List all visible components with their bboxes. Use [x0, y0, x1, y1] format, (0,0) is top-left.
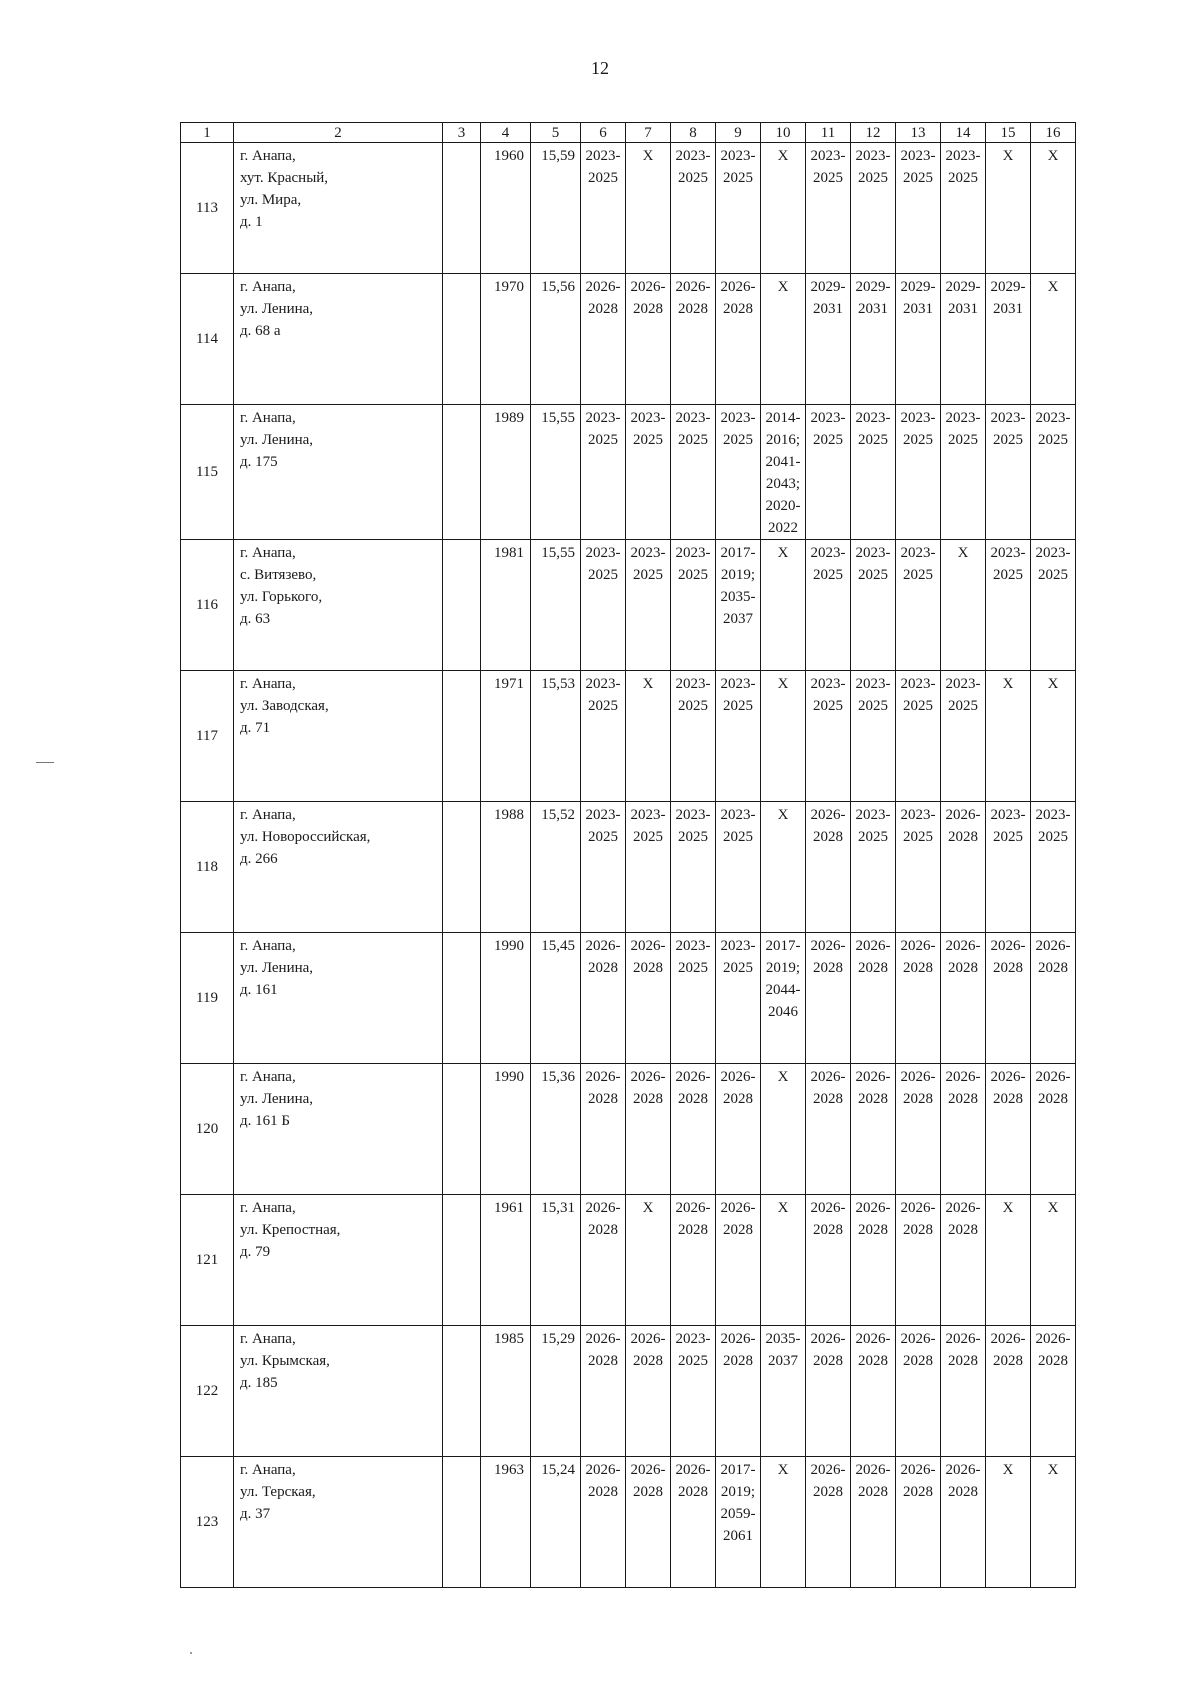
period-cell-col6: 2026-2028 — [581, 933, 626, 1064]
period-cell-col8: 2023-2025 — [671, 405, 716, 540]
address-cell — [234, 1326, 443, 1457]
period-cell-col8: 2026-2028 — [671, 274, 716, 405]
column-header-3: 3 — [443, 123, 481, 143]
period-cell-col15: X — [986, 143, 1031, 274]
address-line: ул. Крепостная, — [240, 1222, 341, 1238]
col3-cell — [443, 1195, 481, 1326]
period-cell-col8: 2023-2025 — [671, 143, 716, 274]
col3-cell — [443, 933, 481, 1064]
period-cell-col13: 2029-2031 — [896, 274, 941, 405]
period-cell-col8: 2023-2025 — [671, 1326, 716, 1457]
period-cell-col7: 2026-2028 — [626, 274, 671, 405]
page-number: 12 — [591, 58, 609, 78]
period-cell-col14: 2026-2028 — [941, 1326, 986, 1457]
table-row — [181, 540, 1076, 671]
year-built-cell: 1985 — [481, 1326, 531, 1457]
period-cell-col12: 2026-2028 — [851, 1457, 896, 1588]
period-cell-col8: 2023-2025 — [671, 802, 716, 933]
period-cell-col7: 2026-2028 — [626, 1064, 671, 1195]
period-cell-col15: 2023-2025 — [986, 802, 1031, 933]
year-built-cell: 1961 — [481, 1195, 531, 1326]
period-cell-col15: 2026-2028 — [986, 933, 1031, 1064]
year-built-cell: 1960 — [481, 143, 531, 274]
year-built-cell: 1981 — [481, 540, 531, 671]
address-line: с. Витязево, — [240, 567, 317, 583]
table-row — [181, 405, 1076, 540]
col3-cell — [443, 143, 481, 274]
address-line: ул. Ленина, — [240, 1091, 314, 1107]
period-cell-col13: 2023-2025 — [896, 405, 941, 540]
period-cell-col6: 2023-2025 — [581, 143, 626, 274]
period-cell-col13: 2026-2028 — [896, 1326, 941, 1457]
score-cell: 15,29 — [531, 1326, 581, 1457]
table-row — [181, 1064, 1076, 1195]
year-built-cell: 1970 — [481, 274, 531, 405]
period-cell-col14: 2026-2028 — [941, 802, 986, 933]
period-cell-col10: 2035-2037 — [761, 1326, 806, 1457]
period-cell-col12: 2026-2028 — [851, 933, 896, 1064]
period-cell-col8: 2026-2028 — [671, 1195, 716, 1326]
col3-cell — [443, 671, 481, 802]
period-cell-col7: 2023-2025 — [626, 540, 671, 671]
score-cell: 15,45 — [531, 933, 581, 1064]
period-cell-col9: 2023-2025 — [716, 143, 761, 274]
address-line: г. Анапа, — [240, 1069, 296, 1085]
table-row — [181, 143, 1076, 274]
address-line: г. Анапа, — [240, 148, 296, 164]
period-cell-col6: 2026-2028 — [581, 274, 626, 405]
col3-cell — [443, 1326, 481, 1457]
column-header-9: 9 — [716, 123, 761, 143]
address-cell — [234, 405, 443, 540]
period-cell-col7: 2023-2025 — [626, 405, 671, 540]
score-cell: 15,56 — [531, 274, 581, 405]
period-cell-col12: 2023-2025 — [851, 802, 896, 933]
column-header-8: 8 — [671, 123, 716, 143]
period-cell-col9: 2023-2025 — [716, 671, 761, 802]
period-cell-col11: 2026-2028 — [806, 933, 851, 1064]
period-cell-col11: 2023-2025 — [806, 405, 851, 540]
housing-repair-schedule-table — [180, 122, 1076, 1588]
period-cell-col6: 2023-2025 — [581, 540, 626, 671]
period-cell-col14: 2026-2028 — [941, 1457, 986, 1588]
address-line: д. 266 — [240, 851, 278, 867]
address-line: ул. Заводская, — [240, 698, 329, 714]
period-cell-col12: 2026-2028 — [851, 1326, 896, 1457]
period-cell-col10: X — [761, 671, 806, 802]
address-line: г. Анапа, — [240, 1331, 296, 1347]
period-cell-col6: 2026-2028 — [581, 1195, 626, 1326]
period-cell-col11: 2023-2025 — [806, 143, 851, 274]
period-cell-col16: X — [1031, 143, 1076, 274]
period-cell-col8: 2026-2028 — [671, 1457, 716, 1588]
period-cell-col16: X — [1031, 1457, 1076, 1588]
score-cell: 15,55 — [531, 405, 581, 540]
address-cell — [234, 1064, 443, 1195]
address-line: д. 79 — [240, 1244, 271, 1260]
row-number: 121 — [181, 1195, 234, 1326]
period-cell-col9: 2017-2019; 2059-2061 — [716, 1457, 761, 1588]
address-line: г. Анапа, — [240, 1462, 296, 1478]
score-cell: 15,59 — [531, 143, 581, 274]
margin-mark — [36, 762, 54, 763]
period-cell-col6: 2026-2028 — [581, 1457, 626, 1588]
period-cell-col13: 2023-2025 — [896, 540, 941, 671]
period-cell-col6: 2023-2025 — [581, 405, 626, 540]
score-cell: 15,55 — [531, 540, 581, 671]
period-cell-col14: 2023-2025 — [941, 405, 986, 540]
year-built-cell: 1988 — [481, 802, 531, 933]
period-cell-col16: X — [1031, 1195, 1076, 1326]
period-cell-col13: 2023-2025 — [896, 671, 941, 802]
row-number: 123 — [181, 1457, 234, 1588]
year-built-cell: 1963 — [481, 1457, 531, 1588]
score-cell: 15,24 — [531, 1457, 581, 1588]
column-header-5: 5 — [531, 123, 581, 143]
address-line: д. 161 Б — [240, 1113, 290, 1129]
period-cell-col7: 2026-2028 — [626, 933, 671, 1064]
period-cell-col16: 2023-2025 — [1031, 405, 1076, 540]
year-built-cell: 1990 — [481, 1064, 531, 1195]
period-cell-col10: X — [761, 540, 806, 671]
period-cell-col8: 2023-2025 — [671, 540, 716, 671]
period-cell-col9: 2026-2028 — [716, 1326, 761, 1457]
period-cell-col10: X — [761, 143, 806, 274]
row-number: 120 — [181, 1064, 234, 1195]
period-cell-col15: 2023-2025 — [986, 540, 1031, 671]
address-cell — [234, 143, 443, 274]
period-cell-col9: 2026-2028 — [716, 1195, 761, 1326]
period-cell-col14: 2026-2028 — [941, 933, 986, 1064]
period-cell-col6: 2023-2025 — [581, 671, 626, 802]
period-cell-col13: 2026-2028 — [896, 1064, 941, 1195]
address-line: ул. Новороссийская, — [240, 829, 371, 845]
period-cell-col10: X — [761, 1064, 806, 1195]
period-cell-col15: 2026-2028 — [986, 1326, 1031, 1457]
period-cell-col12: 2023-2025 — [851, 671, 896, 802]
column-header-14: 14 — [941, 123, 986, 143]
period-cell-col6: 2023-2025 — [581, 802, 626, 933]
period-cell-col16: 2026-2028 — [1031, 933, 1076, 1064]
address-line: г. Анапа, — [240, 279, 296, 295]
period-cell-col11: 2026-2028 — [806, 802, 851, 933]
address-line: д. 185 — [240, 1375, 278, 1391]
table-row — [181, 933, 1076, 1064]
period-cell-col12: 2023-2025 — [851, 405, 896, 540]
address-line: ул. Ленина, — [240, 432, 314, 448]
address-line: ул. Терская, — [240, 1484, 316, 1500]
period-cell-col15: X — [986, 671, 1031, 802]
table-row — [181, 802, 1076, 933]
period-cell-col11: 2029-2031 — [806, 274, 851, 405]
period-cell-col9: 2017-2019; 2035-2037 — [716, 540, 761, 671]
period-cell-col15: X — [986, 1195, 1031, 1326]
row-number: 117 — [181, 671, 234, 802]
period-cell-col14: 2023-2025 — [941, 143, 986, 274]
period-cell-col13: 2023-2025 — [896, 802, 941, 933]
column-header-6: 6 — [581, 123, 626, 143]
row-number: 114 — [181, 274, 234, 405]
period-cell-col14: X — [941, 540, 986, 671]
period-cell-col16: X — [1031, 274, 1076, 405]
period-cell-col10: 2014-2016; 2041-2043; 2020-2022 — [761, 405, 806, 540]
period-cell-col13: 2026-2028 — [896, 1457, 941, 1588]
period-cell-col13: 2026-2028 — [896, 933, 941, 1064]
address-cell — [234, 274, 443, 405]
address-line: г. Анапа, — [240, 545, 296, 561]
col3-cell — [443, 1064, 481, 1195]
period-cell-col10: X — [761, 802, 806, 933]
period-cell-col13: 2023-2025 — [896, 143, 941, 274]
period-cell-col7: X — [626, 1195, 671, 1326]
period-cell-col7: X — [626, 143, 671, 274]
address-line: г. Анапа, — [240, 1200, 296, 1216]
row-number: 119 — [181, 933, 234, 1064]
period-cell-col11: 2026-2028 — [806, 1326, 851, 1457]
period-cell-col10: X — [761, 1457, 806, 1588]
column-header-4: 4 — [481, 123, 531, 143]
period-cell-col15: 2026-2028 — [986, 1064, 1031, 1195]
header-row — [181, 123, 1076, 143]
period-cell-col12: 2026-2028 — [851, 1195, 896, 1326]
period-cell-col9: 2023-2025 — [716, 405, 761, 540]
period-cell-col11: 2023-2025 — [806, 671, 851, 802]
period-cell-col11: 2023-2025 — [806, 540, 851, 671]
period-cell-col14: 2023-2025 — [941, 671, 986, 802]
address-cell — [234, 802, 443, 933]
address-line: д. 71 — [240, 720, 271, 736]
address-line: д. 161 — [240, 982, 278, 998]
score-cell: 15,53 — [531, 671, 581, 802]
period-cell-col16: 2023-2025 — [1031, 540, 1076, 671]
address-line: г. Анапа, — [240, 938, 296, 954]
period-cell-col10: X — [761, 274, 806, 405]
row-number: 115 — [181, 405, 234, 540]
period-cell-col16: 2023-2025 — [1031, 802, 1076, 933]
column-header-2: 2 — [234, 123, 443, 143]
column-header-1: 1 — [181, 123, 234, 143]
period-cell-col16: 2026-2028 — [1031, 1326, 1076, 1457]
address-line: д. 1 — [240, 214, 263, 230]
col3-cell — [443, 405, 481, 540]
address-line: г. Анапа, — [240, 807, 296, 823]
period-cell-col12: 2023-2025 — [851, 540, 896, 671]
period-cell-col15: 2023-2025 — [986, 405, 1031, 540]
column-header-7: 7 — [626, 123, 671, 143]
address-line: ул. Крымская, — [240, 1353, 330, 1369]
period-cell-col15: X — [986, 1457, 1031, 1588]
address-line: ул. Горького, — [240, 589, 323, 605]
score-cell: 15,52 — [531, 802, 581, 933]
column-header-16: 16 — [1031, 123, 1076, 143]
address-line: ул. Ленина, — [240, 301, 314, 317]
period-cell-col12: 2029-2031 — [851, 274, 896, 405]
period-cell-col11: 2026-2028 — [806, 1195, 851, 1326]
period-cell-col14: 2029-2031 — [941, 274, 986, 405]
period-cell-col6: 2026-2028 — [581, 1064, 626, 1195]
col3-cell — [443, 540, 481, 671]
period-cell-col7: 2026-2028 — [626, 1326, 671, 1457]
year-built-cell: 1971 — [481, 671, 531, 802]
col3-cell — [443, 802, 481, 933]
period-cell-col9: 2023-2025 — [716, 802, 761, 933]
score-cell: 15,31 — [531, 1195, 581, 1326]
address-line: ул. Мира, — [240, 192, 302, 208]
period-cell-col12: 2023-2025 — [851, 143, 896, 274]
period-cell-col14: 2026-2028 — [941, 1195, 986, 1326]
address-cell — [234, 540, 443, 671]
period-cell-col9: 2023-2025 — [716, 933, 761, 1064]
score-cell: 15,36 — [531, 1064, 581, 1195]
address-cell — [234, 1195, 443, 1326]
table-row — [181, 274, 1076, 405]
table-row — [181, 1326, 1076, 1457]
period-cell-col12: 2026-2028 — [851, 1064, 896, 1195]
period-cell-col8: 2023-2025 — [671, 933, 716, 1064]
column-header-13: 13 — [896, 123, 941, 143]
address-line: д. 63 — [240, 611, 271, 627]
period-cell-col9: 2026-2028 — [716, 1064, 761, 1195]
scan-speck — [190, 1652, 192, 1654]
period-cell-col16: X — [1031, 671, 1076, 802]
column-header-12: 12 — [851, 123, 896, 143]
year-built-cell: 1990 — [481, 933, 531, 1064]
address-cell — [234, 933, 443, 1064]
table-body — [181, 143, 1076, 1588]
column-header-10: 10 — [761, 123, 806, 143]
row-number: 118 — [181, 802, 234, 933]
period-cell-col7: 2023-2025 — [626, 802, 671, 933]
col3-cell — [443, 274, 481, 405]
table-row — [181, 1195, 1076, 1326]
period-cell-col11: 2026-2028 — [806, 1457, 851, 1588]
row-number: 116 — [181, 540, 234, 671]
period-cell-col14: 2026-2028 — [941, 1064, 986, 1195]
address-line: д. 37 — [240, 1506, 271, 1522]
period-cell-col15: 2029-2031 — [986, 274, 1031, 405]
address-line: г. Анапа, — [240, 410, 296, 426]
period-cell-col7: 2026-2028 — [626, 1457, 671, 1588]
address-line: д. 175 — [240, 454, 278, 470]
column-header-15: 15 — [986, 123, 1031, 143]
period-cell-col16: 2026-2028 — [1031, 1064, 1076, 1195]
row-number: 122 — [181, 1326, 234, 1457]
col3-cell — [443, 1457, 481, 1588]
period-cell-col8: 2023-2025 — [671, 671, 716, 802]
table-row — [181, 671, 1076, 802]
period-cell-col8: 2026-2028 — [671, 1064, 716, 1195]
period-cell-col7: X — [626, 671, 671, 802]
year-built-cell: 1989 — [481, 405, 531, 540]
period-cell-col13: 2026-2028 — [896, 1195, 941, 1326]
address-cell — [234, 671, 443, 802]
period-cell-col10: 2017-2019; 2044-2046 — [761, 933, 806, 1064]
row-number: 113 — [181, 143, 234, 274]
address-line: г. Анапа, — [240, 676, 296, 692]
column-header-11: 11 — [806, 123, 851, 143]
address-line: ул. Ленина, — [240, 960, 314, 976]
address-cell — [234, 1457, 443, 1588]
address-line: д. 68 а — [240, 323, 281, 339]
period-cell-col11: 2026-2028 — [806, 1064, 851, 1195]
period-cell-col6: 2026-2028 — [581, 1326, 626, 1457]
period-cell-col10: X — [761, 1195, 806, 1326]
address-line: хут. Красный, — [240, 170, 329, 186]
period-cell-col9: 2026-2028 — [716, 274, 761, 405]
table-row — [181, 1457, 1076, 1588]
